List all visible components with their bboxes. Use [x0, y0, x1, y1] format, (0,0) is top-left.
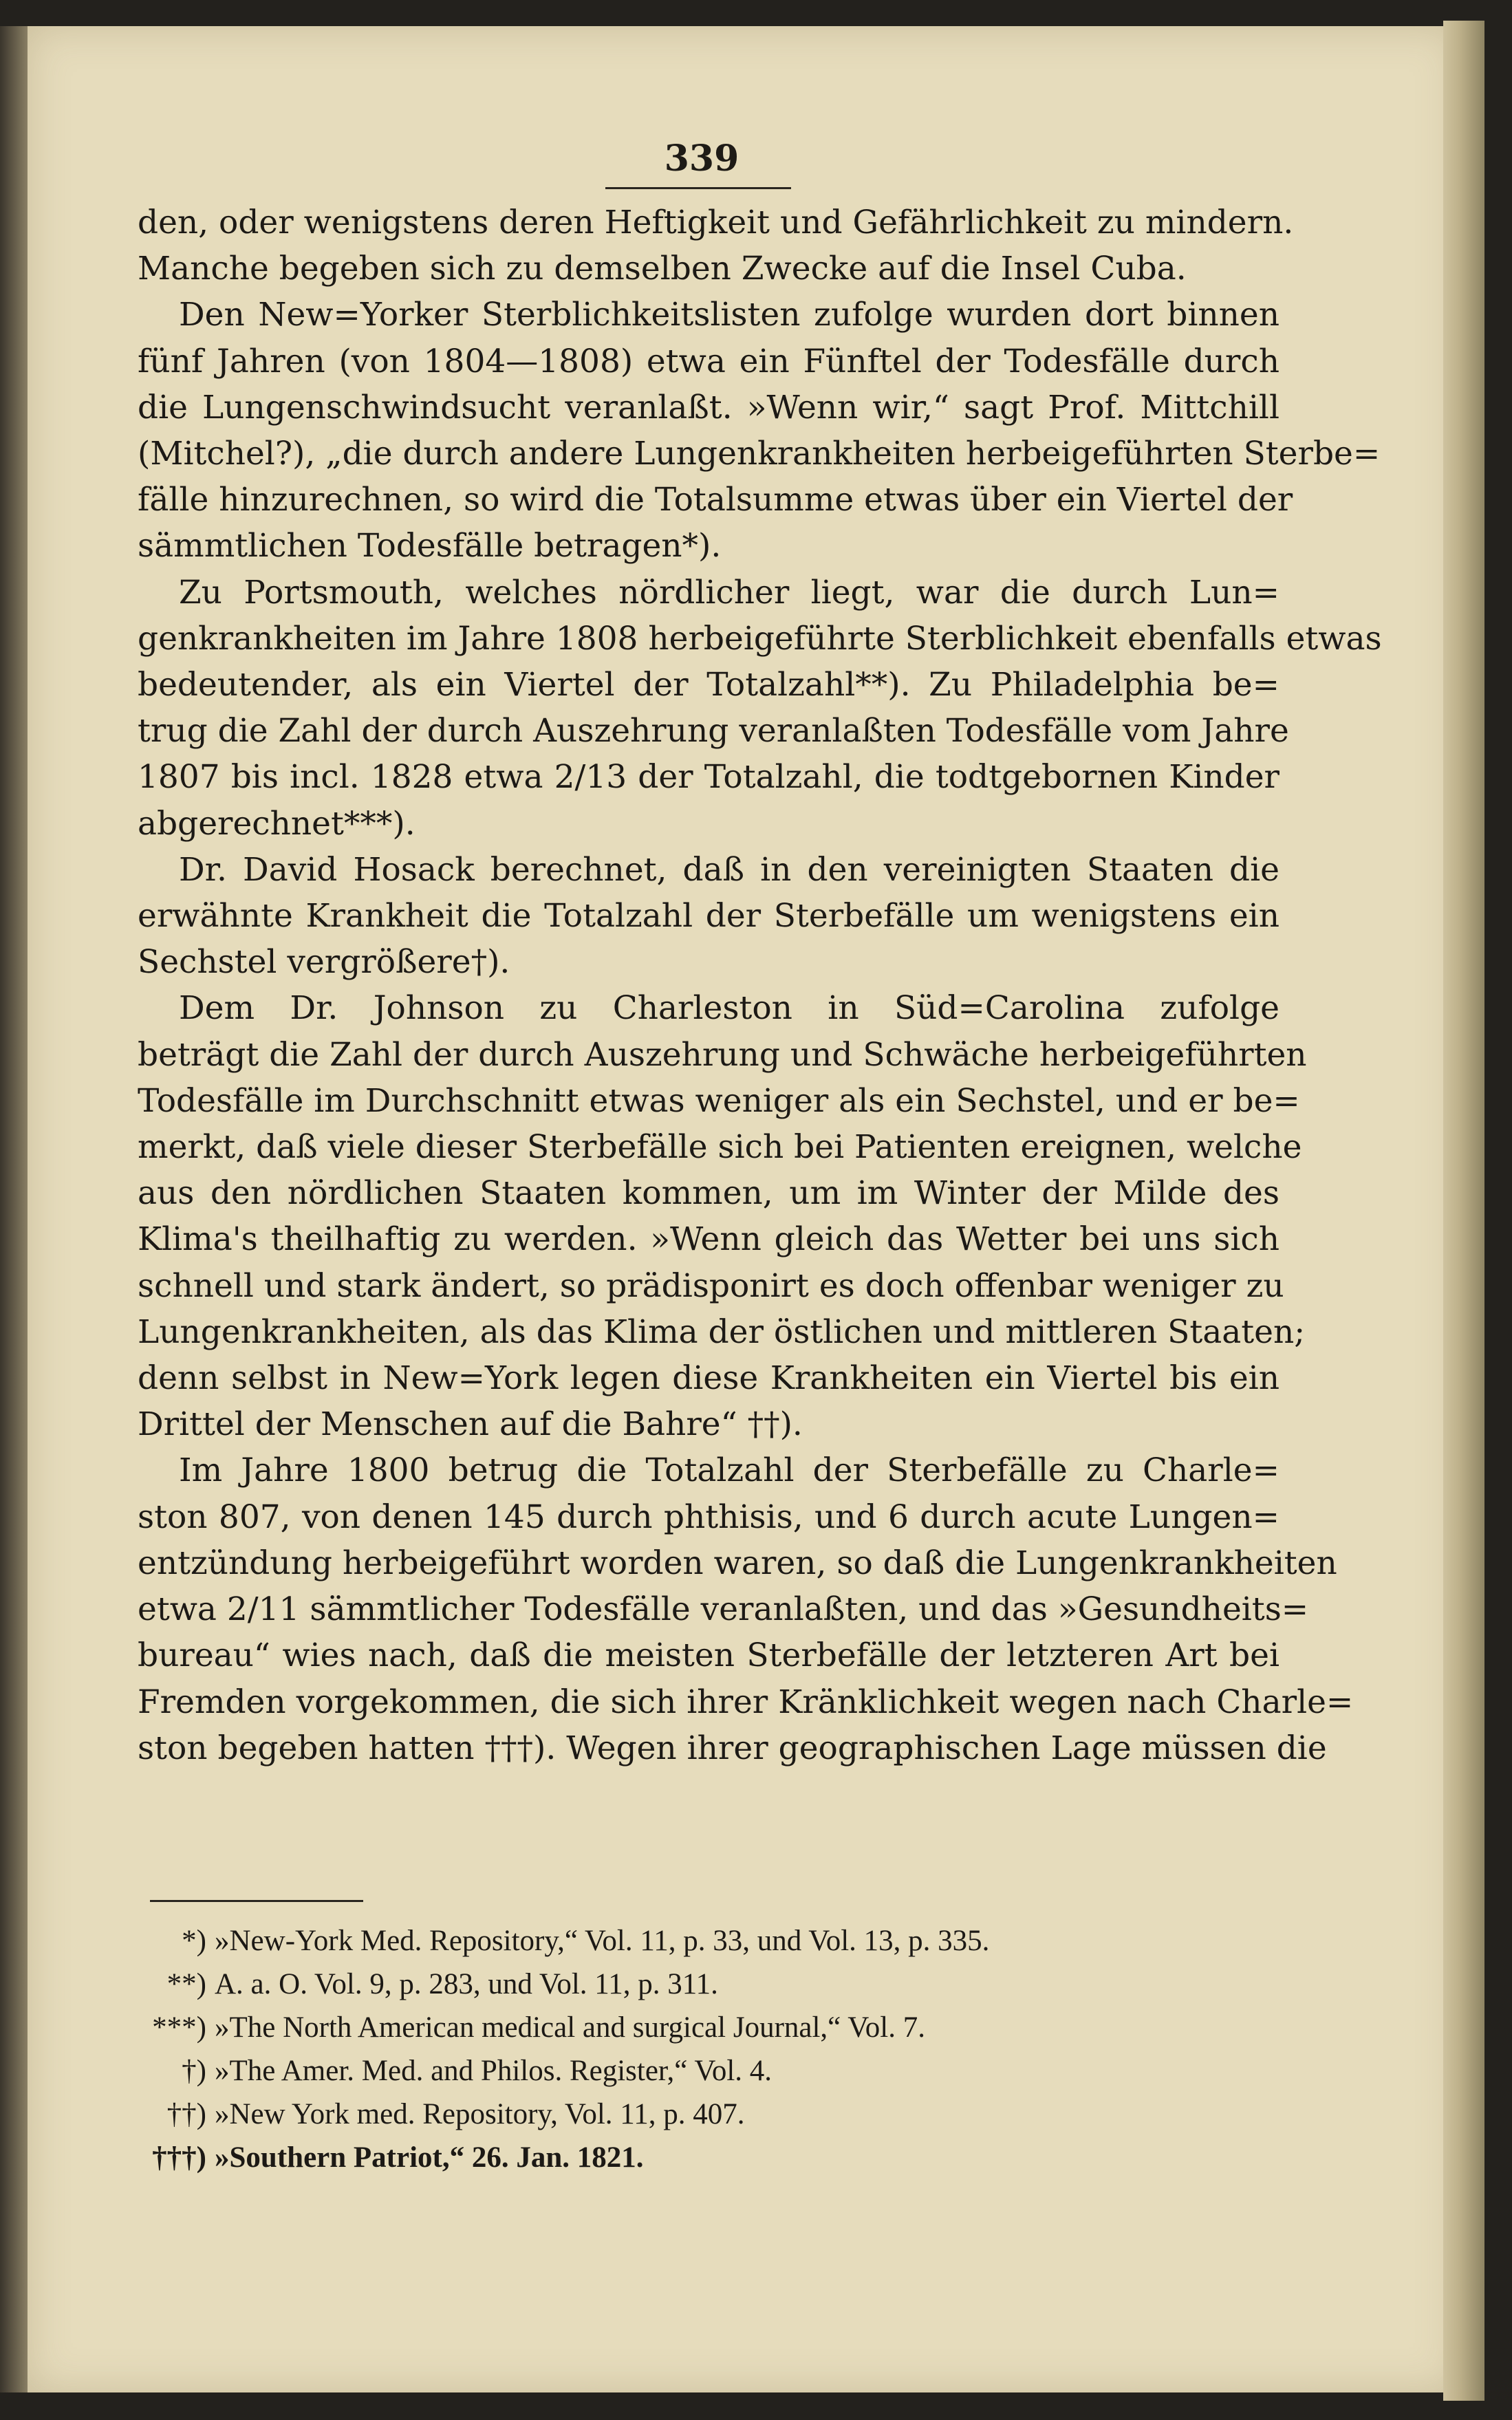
text-line: 1807 bis incl. 1828 etwa 2/13 der Totalzahl, die todtgebornen Kinder — [138, 758, 1279, 797]
text-line: Dem Dr. Johnson zu Charleston in Süd=Carolina zufolge — [179, 989, 1279, 1028]
footnote-text: »Southern Patriot,“ 26. Jan. 1821. — [215, 2141, 644, 2174]
text-line: sämmtlichen Todesfälle betragen*). — [138, 527, 722, 565]
footnote-text: »New York med. Repository, Vol. 11, p. 407. — [215, 2098, 745, 2130]
footnote-text: »New-York Med. Repository,“ Vol. 11, p. 33, und Vol. 13, p. 335. — [215, 1925, 990, 1957]
page-edge — [1443, 21, 1484, 2401]
footnote — [124, 2093, 1293, 2136]
footnote-rule — [150, 1900, 363, 1902]
footnote — [124, 2006, 1293, 2049]
text-line: genkrankheiten im Jahre 1808 herbeigeführte Sterblichkeit ebenfalls etwas — [138, 619, 1382, 658]
text-line: merkt, daß viele dieser Sterbefälle sich bei Patienten ereignen, welche — [138, 1128, 1302, 1167]
footnote — [124, 2049, 1293, 2093]
text-line: den, oder wenigstens deren Heftigkeit und Gefährlichkeit zu mindern. — [138, 204, 1294, 241]
text-line: Klima's theilhaftig zu werden. »Wenn gleich das Wetter bei uns sich — [138, 1220, 1279, 1259]
text-line: fälle hinzurechnen, so wird die Totalsumme etwas über ein Viertel der — [138, 481, 1293, 519]
text-line: beträgt die Zahl der durch Auszehrung und Schwäche herbeigeführten — [138, 1035, 1307, 1074]
text-line: Manche begeben sich zu demselben Zwecke auf die Insel Cuba. — [138, 250, 1187, 288]
text-line: bureau“ wies nach, daß die meisten Sterbefälle der letzteren Art bei — [138, 1636, 1279, 1675]
text-line: Dr. David Hosack berechnet, daß in den vereinigten Staaten die — [179, 850, 1279, 889]
footnote-mark: †††) — [152, 2141, 206, 2174]
text-line: etwa 2/11 sämmtlicher Todesfälle veranlaßten, und das »Gesundheits= — [138, 1590, 1309, 1629]
text-line: schnell und stark ändert, so prädisponirt es doch offenbar weniger zu — [138, 1266, 1284, 1305]
footnotes — [124, 1919, 1293, 2179]
text-line: Lungenkrankheiten, als das Klima der östlichen und mittleren Staaten; — [138, 1312, 1306, 1351]
footnote-text: »The North American medical and surgical Journal,“ Vol. 7. — [215, 2011, 925, 2044]
footnote-text: A. a. O. Vol. 9, p. 283, und Vol. 11, p. 311. — [215, 1968, 718, 2000]
text-line: Fremden vorgekommen, die sich ihrer Kränklichkeit wegen nach Charle= — [138, 1683, 1354, 1721]
text-line: denn selbst in New=York legen diese Krankheiten ein Viertel bis ein — [138, 1359, 1279, 1398]
text-line: (Mitchel?), „die durch andere Lungenkrankheiten herbeigeführten Sterbe= — [138, 435, 1381, 473]
text-line: bedeutender, als ein Viertel der Totalzahl**). Zu Philadelphia be= — [138, 666, 1279, 704]
text-line: Den New=Yorker Sterblichkeitslisten zufolge wurden dort binnen — [179, 296, 1279, 334]
text-line: fünf Jahren (von 1804—1808) etwa ein Fünftel der Todesfälle durch — [138, 342, 1279, 380]
text-line: trug die Zahl der durch Auszehrung veranlaßten Todesfälle vom Jahre — [138, 712, 1289, 750]
footnote — [124, 1919, 1293, 1963]
footnote-mark: ***) — [152, 2011, 206, 2044]
footnote-text: »The Amer. Med. and Philos. Register,“ Vol. 4. — [215, 2055, 773, 2087]
text-line: erwähnte Krankheit die Totalzahl der Sterbefälle um wenigstens ein — [138, 897, 1279, 936]
page-number-rule — [605, 187, 791, 189]
text-line: Todesfälle im Durchschnitt etwas weniger als ein Sechstel, und er be= — [138, 1081, 1300, 1120]
text-line: Sechstel vergrößere†). — [138, 943, 510, 982]
text-line: Im Jahre 1800 betrug die Totalzahl der Sterbefälle zu Charle= — [179, 1451, 1279, 1490]
body-text — [138, 199, 1382, 1771]
footnote-mark: *) — [182, 1925, 206, 1957]
text-line: abgerechnet***). — [138, 804, 415, 843]
footnote-mark: ††) — [166, 2098, 206, 2130]
text-line: ston 807, von denen 145 durch phthisis, und 6 durch acute Lungen= — [138, 1498, 1279, 1536]
footnote — [124, 2136, 1293, 2179]
footnote — [124, 1963, 1293, 2006]
page-number: 339 — [664, 138, 739, 180]
footnote-mark: **) — [166, 1968, 206, 2000]
text-line: Zu Portsmouth, welches nördlicher liegt, war die durch Lun= — [179, 573, 1279, 612]
text-line: die Lungenschwindsucht veranlaßt. »Wenn wir,“ sagt Prof. Mittchill — [138, 388, 1279, 426]
text-line: Drittel der Menschen auf die Bahre“ ††). — [138, 1405, 803, 1444]
text-line: entzündung herbeigeführt worden waren, so daß die Lungenkrankheiten — [138, 1544, 1337, 1582]
footnote-mark: †) — [182, 2055, 206, 2087]
text-line: aus den nördlichen Staaten kommen, um im Winter der Milde des — [138, 1174, 1279, 1213]
text-line: ston begeben hatten †††). Wegen ihrer geographischen Lage müssen die — [138, 1729, 1327, 1767]
